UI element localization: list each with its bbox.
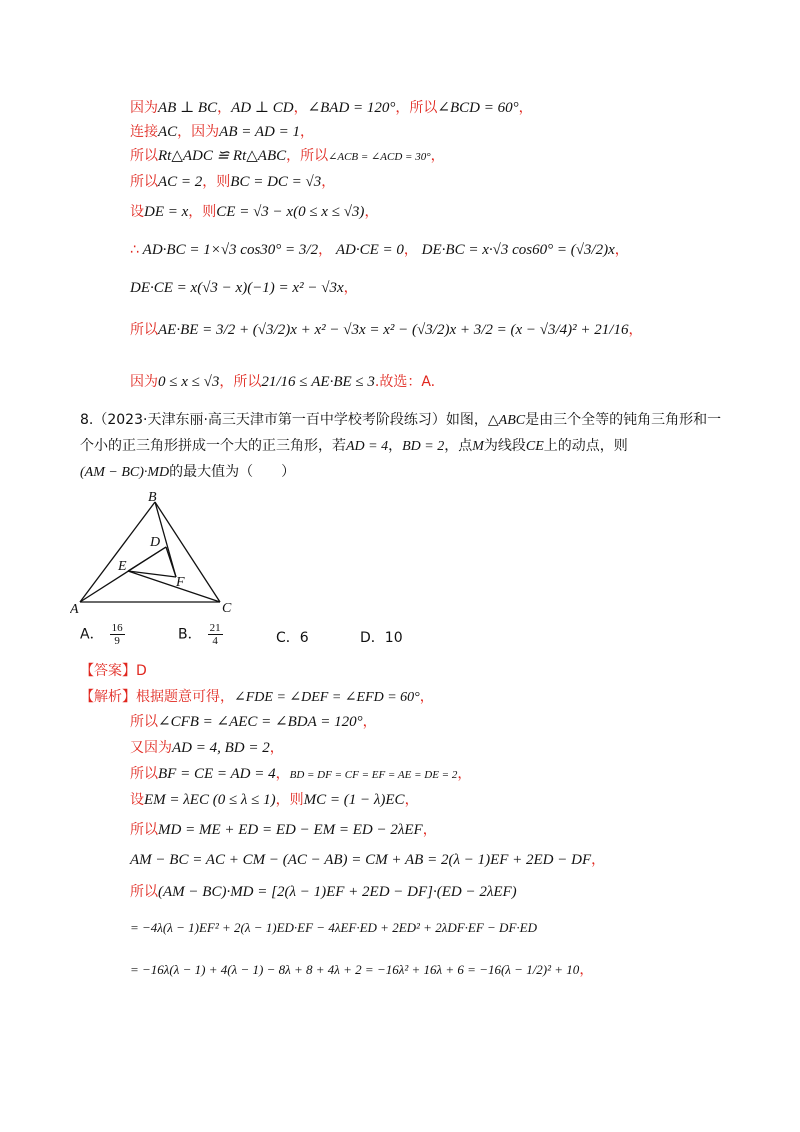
segment-ce [128,571,220,602]
label-f: F [176,575,185,590]
prev-solution-line-4: 所以AC = 2，则BC = DC = √3， [130,174,336,190]
option-c[interactable]: C．6 [276,630,309,646]
prev-solution-line-8: 所以AE·BE = 3/2 + (√3/2)x + x² − √3x = x² − (√3/2)x + 3/2 = (x − √3/4)² + 21/16， [130,322,643,338]
label-c: C [222,601,232,615]
prev-solution-line-6: ∴ AD·BC = 1×√3 cos30° = 3/2， AD·CE = 0， DE·BC = x·√3 cos60° = (√3/2)x， [130,242,629,258]
prev-solution-line-5: 设DE = x，则CE = √3 − x(0 ≤ x ≤ √3)， [130,204,379,220]
analysis-line-3: 又因为AD = 4, BD = 2， [130,740,284,756]
segment-ab [80,502,155,602]
analysis-line-6: 所以MD = ME + ED = ED − EM = ED − 2λEF， [130,822,437,838]
analysis-line-9: = −4λ(λ − 1)EF² + 2(λ − 1)ED·EF − 4λEF·ED + 2ED² + 2λDF·EF − DF·ED [130,920,537,935]
segment-bc [155,502,220,602]
analysis-line-2: 所以∠CFB = ∠AEC = ∠BDA = 120°， [130,714,377,730]
prev-solution-line-1: 因为AB ⊥ BC，AD ⊥ CD，∠BAD = 120°，所以∠BCD = 60°， [130,100,533,116]
question-line-2: 个小的正三角形拼成一个大的正三角形，若AD = 4，BD = 2，点M为线段CE上的动点，则 [80,438,628,454]
analysis-line-8: 所以(AM − BC)·MD = [2(λ − 1)EF + 2ED − DF]·(ED − 2λEF) [130,884,517,900]
segment-df [166,547,176,577]
segment-ed [128,547,166,571]
label-a: A [70,602,79,615]
label-b: B [148,490,157,505]
analysis-line-5: 设EM = λEC (0 ≤ λ ≤ 1)，则MC = (1 − λ)EC， [130,792,419,808]
option-d[interactable]: D．10 [360,630,403,646]
analysis-label: 【解析】根据题意可得，∠FDE = ∠DEF = ∠EFD = 60°， [80,689,434,705]
prev-solution-line-7: DE·CE = x(√3 − x)(−1) = x² − √3x， [130,280,358,296]
prev-solution-line-9: 因为0 ≤ x ≤ √3，所以21/16 ≤ AE·BE ≤ 3.故选：A. [130,374,436,390]
question-line-3: (AM − BC)·MD的最大值为（ ） [80,464,296,480]
answer-line: 【答案】D [80,663,147,679]
option-b[interactable]: B． $\frac{21}{4}$ [178,622,221,647]
question-line-1: 8.（2023·天津东丽·高三天津市第一百中学校考阶段练习）如图，△ABC是由三个全等的钝角三角形和一 [80,412,722,428]
prev-solution-line-3: 所以Rt△ADC ≌ Rt△ABC，所以∠ACB = ∠ACD = 30°， [130,148,445,164]
analysis-line-4: 所以BF = CE = AD = 4，BD = DF = CF = EF = AE = DE = 2， [130,766,472,782]
analysis-line-10: = −16λ(λ − 1) + 4(λ − 1) − 8λ + 8 + 4λ + 2 = −16λ² + 16λ + 6 = −16(λ − 1/2)² + 10， [130,962,594,978]
analysis-line-7: AM − BC = AC + CM − (AC − AB) = CM + AB = 2(λ − 1)EF + 2ED − DF， [130,852,606,868]
option-a[interactable]: A． $\frac{16}{9}$ [80,622,123,647]
label-d: D [150,535,161,550]
triangle-figure [70,490,245,615]
label-e: E [118,559,127,574]
prev-solution-line-2: 连接AC，因为AB = AD = 1， [130,124,314,140]
